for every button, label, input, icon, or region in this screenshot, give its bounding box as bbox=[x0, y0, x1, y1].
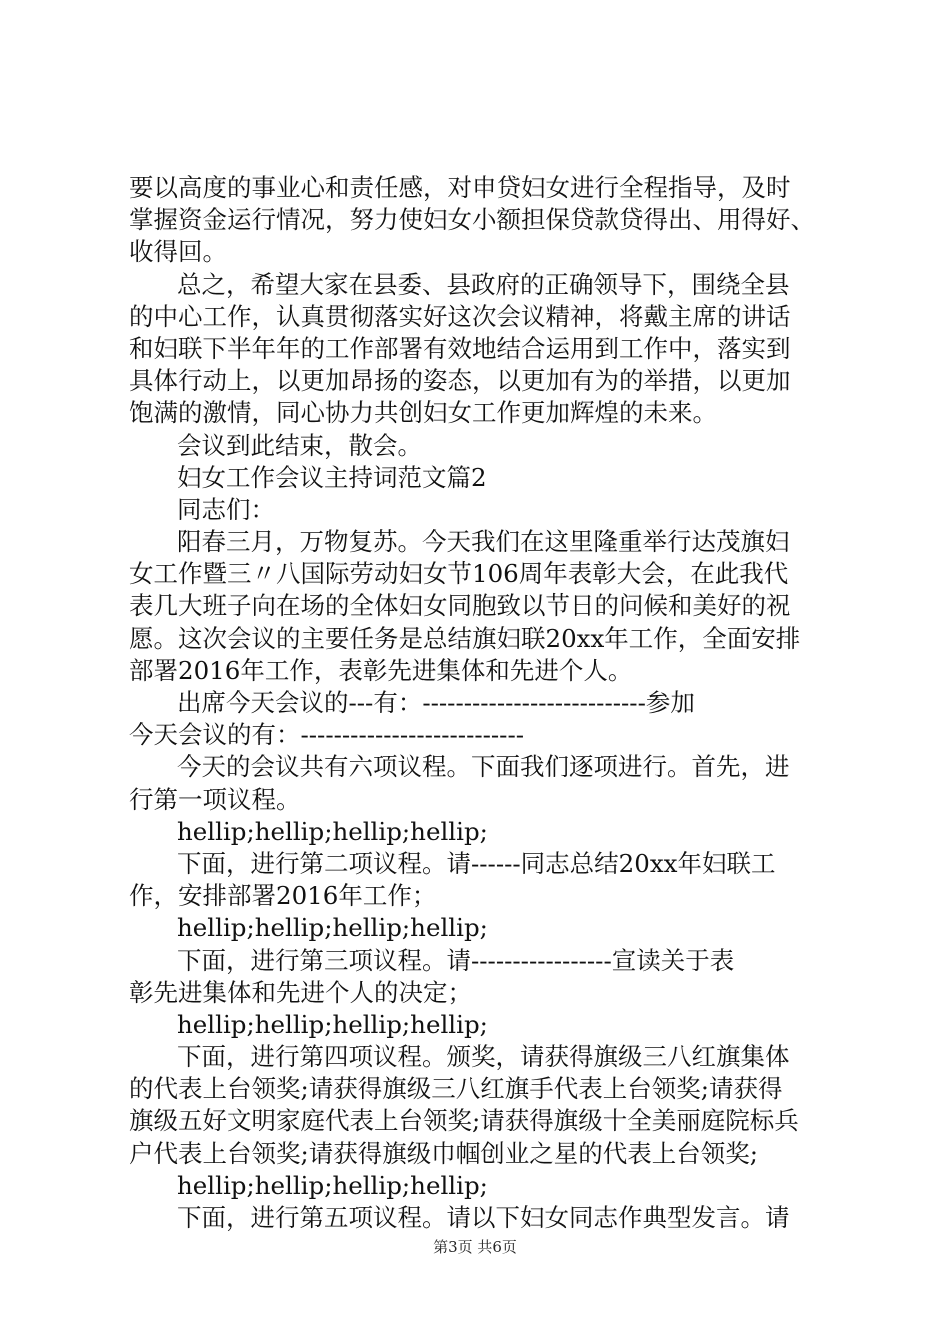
text-line: 总之，希望大家在县委、县政府的正确领导下，围绕全县 bbox=[177, 269, 790, 299]
text-line: 收得回。 bbox=[129, 237, 227, 267]
text-line: 女工作暨三〃八国际劳动妇女节106周年表彰大会，在此我代 bbox=[129, 559, 789, 589]
text-line: 彰先进集体和先进个人的决定； bbox=[129, 977, 472, 1007]
text-line: 下面，进行第四项议程。颁奖，请获得旗级三八红旗集体 bbox=[177, 1042, 790, 1072]
text-line: 会议到此结束，散会。 bbox=[177, 430, 422, 460]
text-line: 户代表上台领奖;请获得旗级巾帼创业之星的代表上台领奖; bbox=[129, 1138, 759, 1168]
text-line: hellip;hellip;hellip;hellip; bbox=[177, 913, 488, 943]
text-line: hellip;hellip;hellip;hellip; bbox=[177, 816, 488, 846]
text-line: 下面，进行第三项议程。请-----------------宣读关于表 bbox=[177, 945, 735, 975]
text-line: 具体行动上，以更加昂扬的姿态，以更加有为的举措，以更加 bbox=[129, 366, 791, 396]
text-line: 出席今天会议的---有：---------------------------参加 bbox=[177, 688, 695, 717]
text-line: 表几大班子向在场的全体妇女同胞致以节日的问候和美好的祝 bbox=[129, 591, 791, 621]
text-line: 阳春三月，万物复苏。今天我们在这里隆重举行达茂旗妇 bbox=[177, 527, 790, 557]
text-line: 要以高度的事业心和责任感，对申贷妇女进行全程指导，及时 bbox=[129, 173, 791, 202]
text-line: 同志们： bbox=[177, 494, 275, 524]
text-line: 妇女工作会议主持词范文篇2 bbox=[177, 462, 487, 492]
text-line: hellip;hellip;hellip;hellip; bbox=[177, 1009, 488, 1039]
text-line: hellip;hellip;hellip;hellip; bbox=[177, 1170, 488, 1200]
text-line: 旗级五好文明家庭代表上台领奖;请获得旗级十全美丽庭院标兵 bbox=[129, 1106, 799, 1136]
document-body bbox=[129, 172, 835, 1234]
text-line: 作，安排部署2016年工作； bbox=[129, 881, 437, 911]
text-line: 行第一项议程。 bbox=[129, 784, 301, 814]
text-line: 下面，进行第二项议程。请------同志总结20xx年妇联工 bbox=[177, 848, 776, 878]
text-line: 今天会议的有：--------------------------- bbox=[129, 720, 525, 750]
text-line: 部署2016年工作，表彰先进集体和先进个人。 bbox=[129, 655, 633, 685]
text-line: 的中心工作，认真贯彻落实好这次会议精神，将戴主席的讲话 bbox=[129, 301, 791, 331]
text-line: 饱满的激情，同心协力共创妇女工作更加辉煌的未来。 bbox=[129, 398, 717, 428]
text-line: 和妇联下半年年的工作部署有效地结合运用到工作中，落实到 bbox=[129, 333, 791, 363]
text-line: 的代表上台领奖;请获得旗级三八红旗手代表上台领奖;请获得 bbox=[129, 1074, 783, 1104]
text-line: 愿。这次会议的主要任务是总结旗妇联20xx年工作，全面安排 bbox=[129, 623, 801, 653]
page-footer: 第3页 共6页 bbox=[433, 1238, 517, 1256]
text-line: 今天的会议共有六项议程。下面我们逐项进行。首先，进 bbox=[177, 752, 790, 782]
text-line: 下面，进行第五项议程。请以下妇女同志作典型发言。请 bbox=[177, 1203, 790, 1232]
text-line: 掌握资金运行情况，努力使妇女小额担保贷款贷得出、用得好、 bbox=[129, 205, 815, 235]
